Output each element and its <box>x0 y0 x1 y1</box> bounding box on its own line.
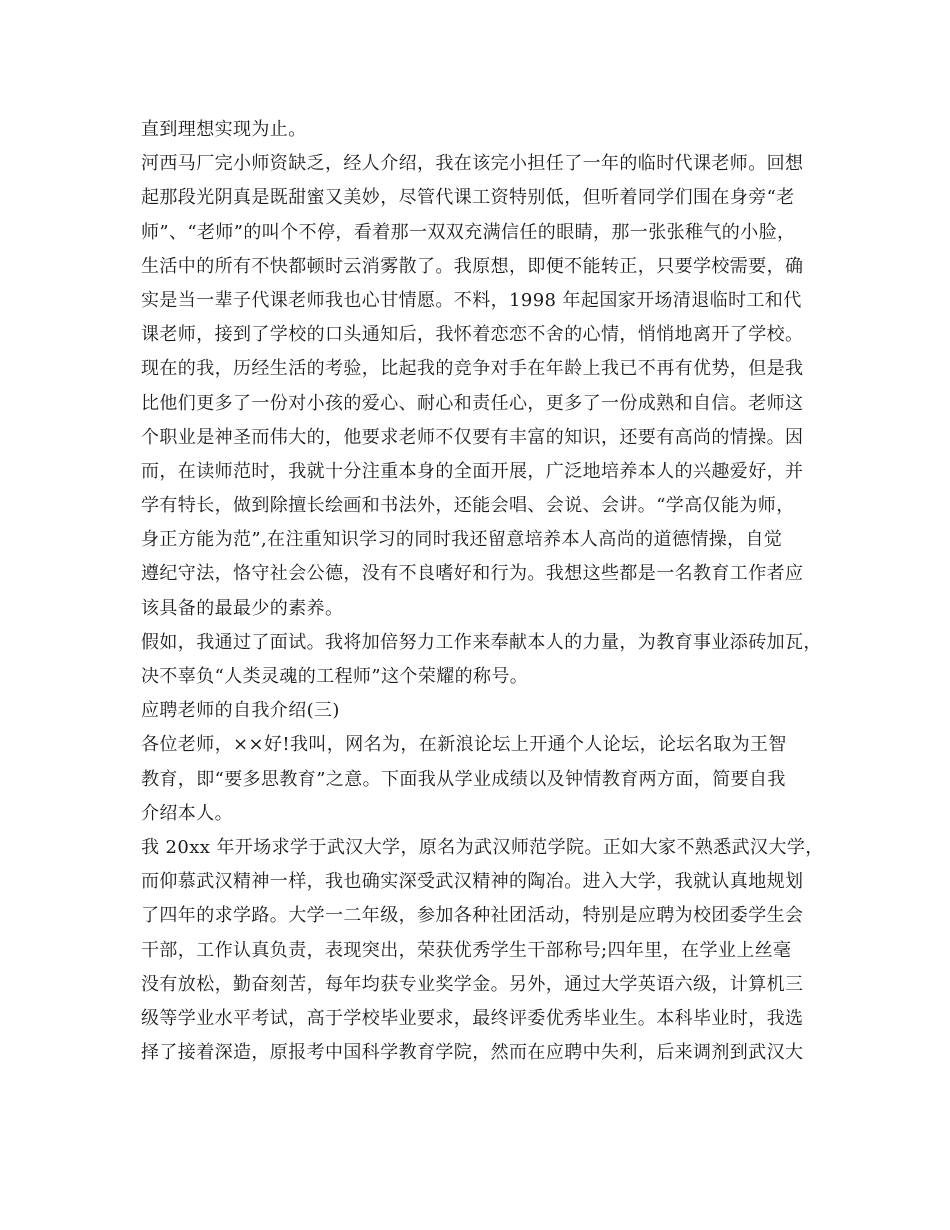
text-line: 直到理想实现为止。 <box>141 119 307 140</box>
text-line: 择了接着深造，原报考中国科学教育学院，然而在应聘中失利，后来调剂到武汉大 <box>141 1042 804 1064</box>
text-line: 学有特长，做到除擅长绘画和书法外，还能会唱、会说、会讲。“学高仅能为师， <box>141 495 795 517</box>
text-line: 干部，工作认真负责，表现突出，荣获优秀学生干部称号;四年里，在学业上丝毫 <box>141 939 792 961</box>
text-line: 各位老师，××好!我叫，网名为，在新浪论坛上开通个人论坛，论坛名取为王智 <box>141 734 787 756</box>
text-line: 而，在读师范时，我就十分注重本身的全面开展，广泛地培养本人的兴趣爱好，并 <box>141 460 804 482</box>
text-line: 教育，即“要多思教育”之意。下面我从学业成绩以及钟情教育两方面，简要自我 <box>141 768 786 790</box>
text-line: 介绍本人。 <box>141 802 233 824</box>
text-line: 课老师，接到了学校的口头通知后，我怀着恋恋不舍的心情，悄悄地离开了学校。 <box>141 324 804 346</box>
document-body <box>141 113 831 1070</box>
text-line: 生活中的所有不快都顿时云消雾散了。我原想，即便不能转正，只要学校需要，确 <box>141 255 804 277</box>
text-line: 遵纪守法，恪守社会公德，没有不良嗜好和行为。我想这些都是一名教育工作者应 <box>141 563 804 585</box>
text-line: 身正方能为范”,在注重知识学习的同时我还留意培养本人高尚的道德情操，自觉 <box>141 529 783 551</box>
text-line: 河西马厂完小师资缺乏，经人介绍，我在该完小担任了一年的临时代课老师。回想 <box>141 153 804 175</box>
text-line: 我 20xx 年开场求学于武汉大学，原名为武汉师范学院。正如大家不熟悉武汉大学， <box>141 836 824 858</box>
text-line: 了四年的求学路。大学一二年级，参加各种社团活动，特别是应聘为校团委学生会 <box>141 905 804 927</box>
text-line: 个职业是神圣而伟大的，他要求老师不仅要有丰富的知识，还要有高尚的情操。因 <box>141 426 804 448</box>
text-line: 决不辜负“人类灵魂的工程师”这个荣耀的称号。 <box>141 666 529 687</box>
text-line: 比他们更多了一份对小孩的爱心、耐心和责任心，更多了一份成熟和自信。老师这 <box>141 392 804 414</box>
text-line: 假如，我通过了面试。我将加倍努力工作来奉献本人的力量，为教育事业添砖加瓦， <box>141 631 822 653</box>
text-line: 现在的我，历经生活的考验，比起我的竞争对手在年龄上我已不再有优势，但是我 <box>141 358 804 380</box>
text-line: 级等学业水平考试，高于学校毕业要求，最终评委优秀毕业生。本科毕业时，我选 <box>141 1007 804 1029</box>
text-line: 实是当一辈子代课老师我也心甘情愿。不料，1998 年起国家开场清退临时工和代 <box>141 289 802 311</box>
text-line: 没有放松，勤奋刻苦，每年均获专业奖学金。另外，通过大学英语六级，计算机三 <box>141 973 804 995</box>
section-heading: 应聘老师的自我介绍(三) <box>141 700 340 722</box>
text-line: 而仰慕武汉精神一样，我也确实深受武汉精神的陶冶。进入大学，我就认真地规划 <box>141 871 804 893</box>
text-line: 师”、“老师”的叫个不停，看着那一双双充满信任的眼睛，那一张张稚气的小脸， <box>141 221 796 243</box>
text-line: 该具备的最最少的素养。 <box>141 597 344 619</box>
text-line: 起那段光阴真是既甜蜜又美妙，尽管代课工资特别低，但听着同学们围在身旁“老 <box>141 187 795 209</box>
